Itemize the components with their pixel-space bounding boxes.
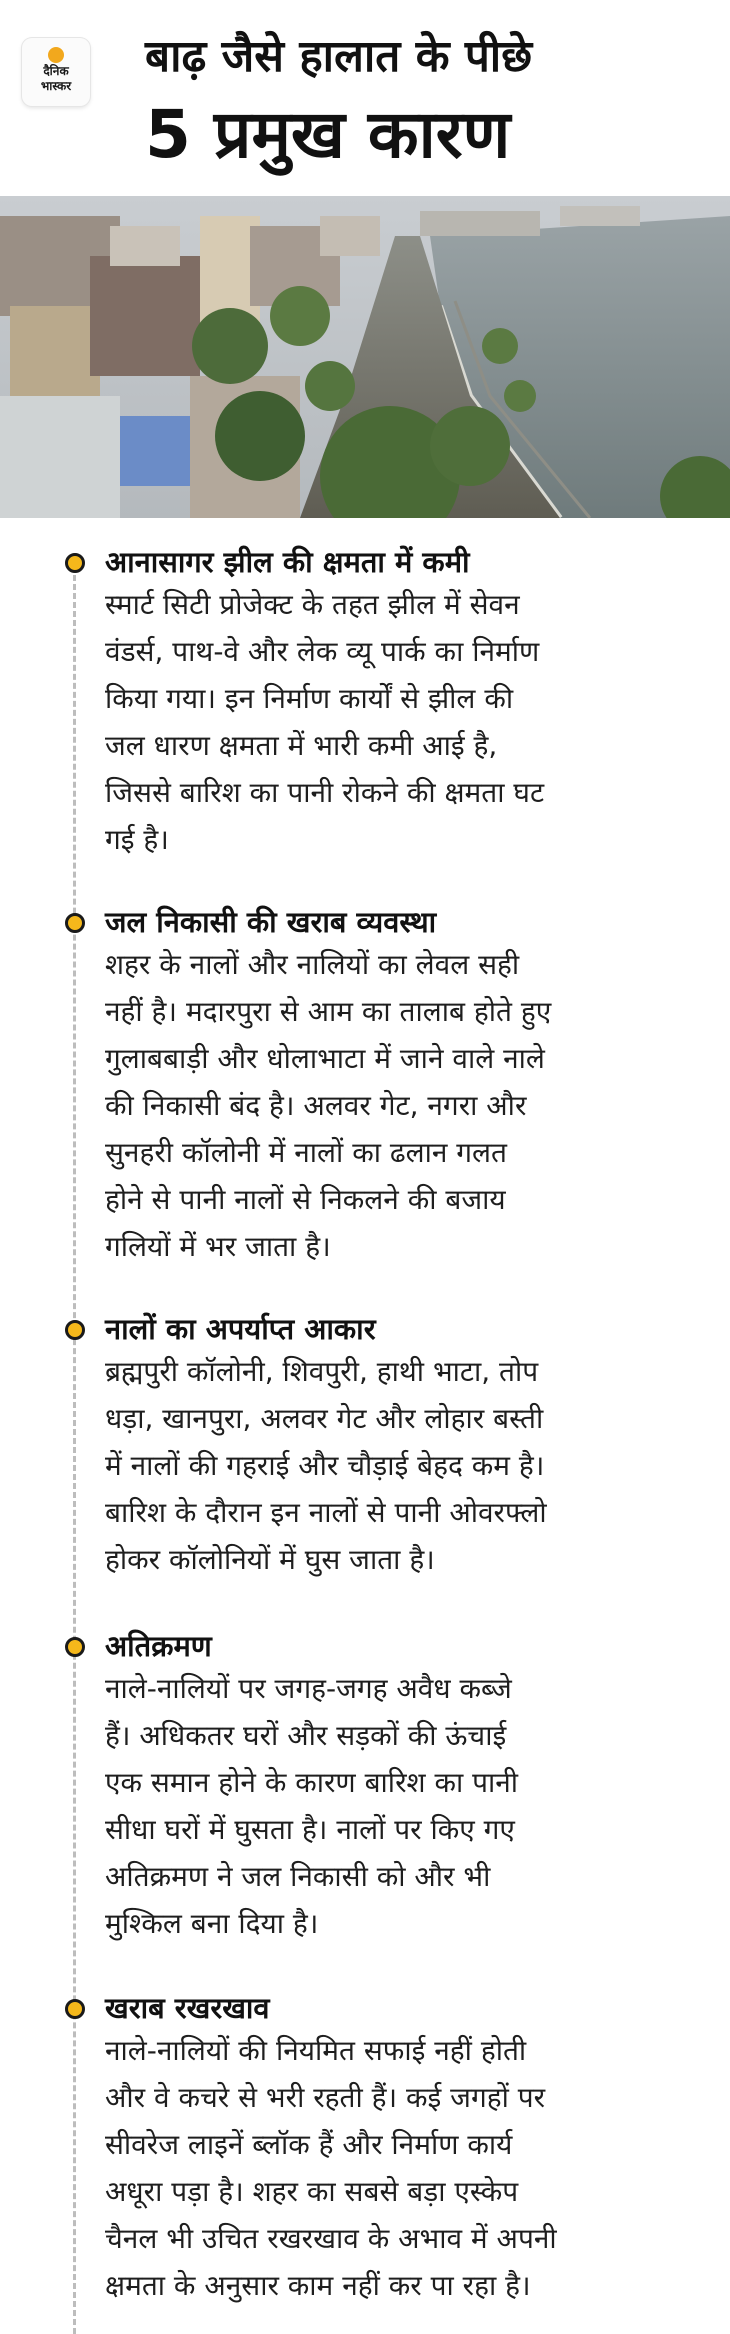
bullet-dot-icon (65, 553, 85, 573)
reason-body: नाले-नालियों पर जगह-जगह अवैध कब्जे हैं। अधिकतर घरों और सड़कों की ऊंचाई एक समान होने के कारण बारिश का पानी सीधा घरों में घुसता है। नालों पर किए गए अतिक्रमण ने जल निकासी को और भी मुश्किल बना दिया है। (105, 1672, 519, 1940)
reason-body: नाले-नालियों की नियमित सफाई नहीं होती और वे कचरे से भरी रहती हैं। कई जगहों पर सीवरेज लाइनें ब्लॉक हैं और निर्माण कार्य अधूरा पड़ा है। शहर का सबसे बड़ा एस्केप चैनल भी उचित रखरखाव के अभाव में अपनी क्षमता के अनुसार काम नहीं कर पा रहा है। (105, 2034, 557, 2302)
headline-line2: 5 प्रमुख कारण (145, 96, 511, 173)
bullet-dot-icon (65, 1320, 85, 1340)
reason-title: आनासागर झील की क्षमता में कमी (105, 545, 470, 579)
bullet-dot-icon (65, 1999, 85, 2019)
bullet-dot-icon (65, 1637, 85, 1657)
reason-title: खराब रखरखाव (105, 1991, 270, 2025)
bullet-dot-icon (65, 913, 85, 933)
header (0, 0, 730, 196)
headline-line1: बाढ़ जैसे हालात के पीछे (145, 31, 533, 82)
flood-street-photo (0, 196, 730, 518)
logo-text-line2: भास्कर (40, 79, 72, 93)
reason-body: शहर के नालों और नालियों का लेवल सही नहीं है। मदारपुरा से आम का तालाब होते हुए गुलाबबाड़ी और धोलाभाटा में जाने वाले नाले की निकासी बंद है। अलवर गेट, नगरा और सुनहरी कॉलोनी में नालों का ढलान गलत होने से पानी नालों से निकलने की बजाय गलियों में भर जाता है। (105, 948, 552, 1263)
dainik-bhaskar-logo[interactable] (22, 38, 90, 106)
timeline-line (73, 566, 76, 2334)
reason-title: जल निकासी की खराब व्यवस्था (105, 905, 437, 939)
reason-title: अतिक्रमण (105, 1629, 212, 1663)
reason-title: नालों का अपर्याप्त आकार (105, 1312, 376, 1346)
logo-sun-icon (48, 47, 64, 63)
reason-body: स्मार्ट सिटी प्रोजेक्ट के तहत झील में सेवन वंडर्स, पाथ-वे और लेक व्यू पार्क का निर्माण किया गया। इन निर्माण कार्यों से झील की जल धारण क्षमता में भारी कमी आई है, जिससे बारिश का पानी रोकने की क्षमता घट गई है। (105, 588, 545, 856)
reason-body: ब्रह्मपुरी कॉलोनी, शिवपुरी, हाथी भाटा, तोप धड़ा, खानपुरा, अलवर गेट और लोहार बस्ती में नालों की गहराई और चौड़ाई बेहद कम है। बारिश के दौरान इन नालों से पानी ओवरफ्लो होकर कॉलोनियों में घुस जाता है। (105, 1355, 547, 1576)
logo-text-line1: दैनिक (43, 64, 69, 78)
